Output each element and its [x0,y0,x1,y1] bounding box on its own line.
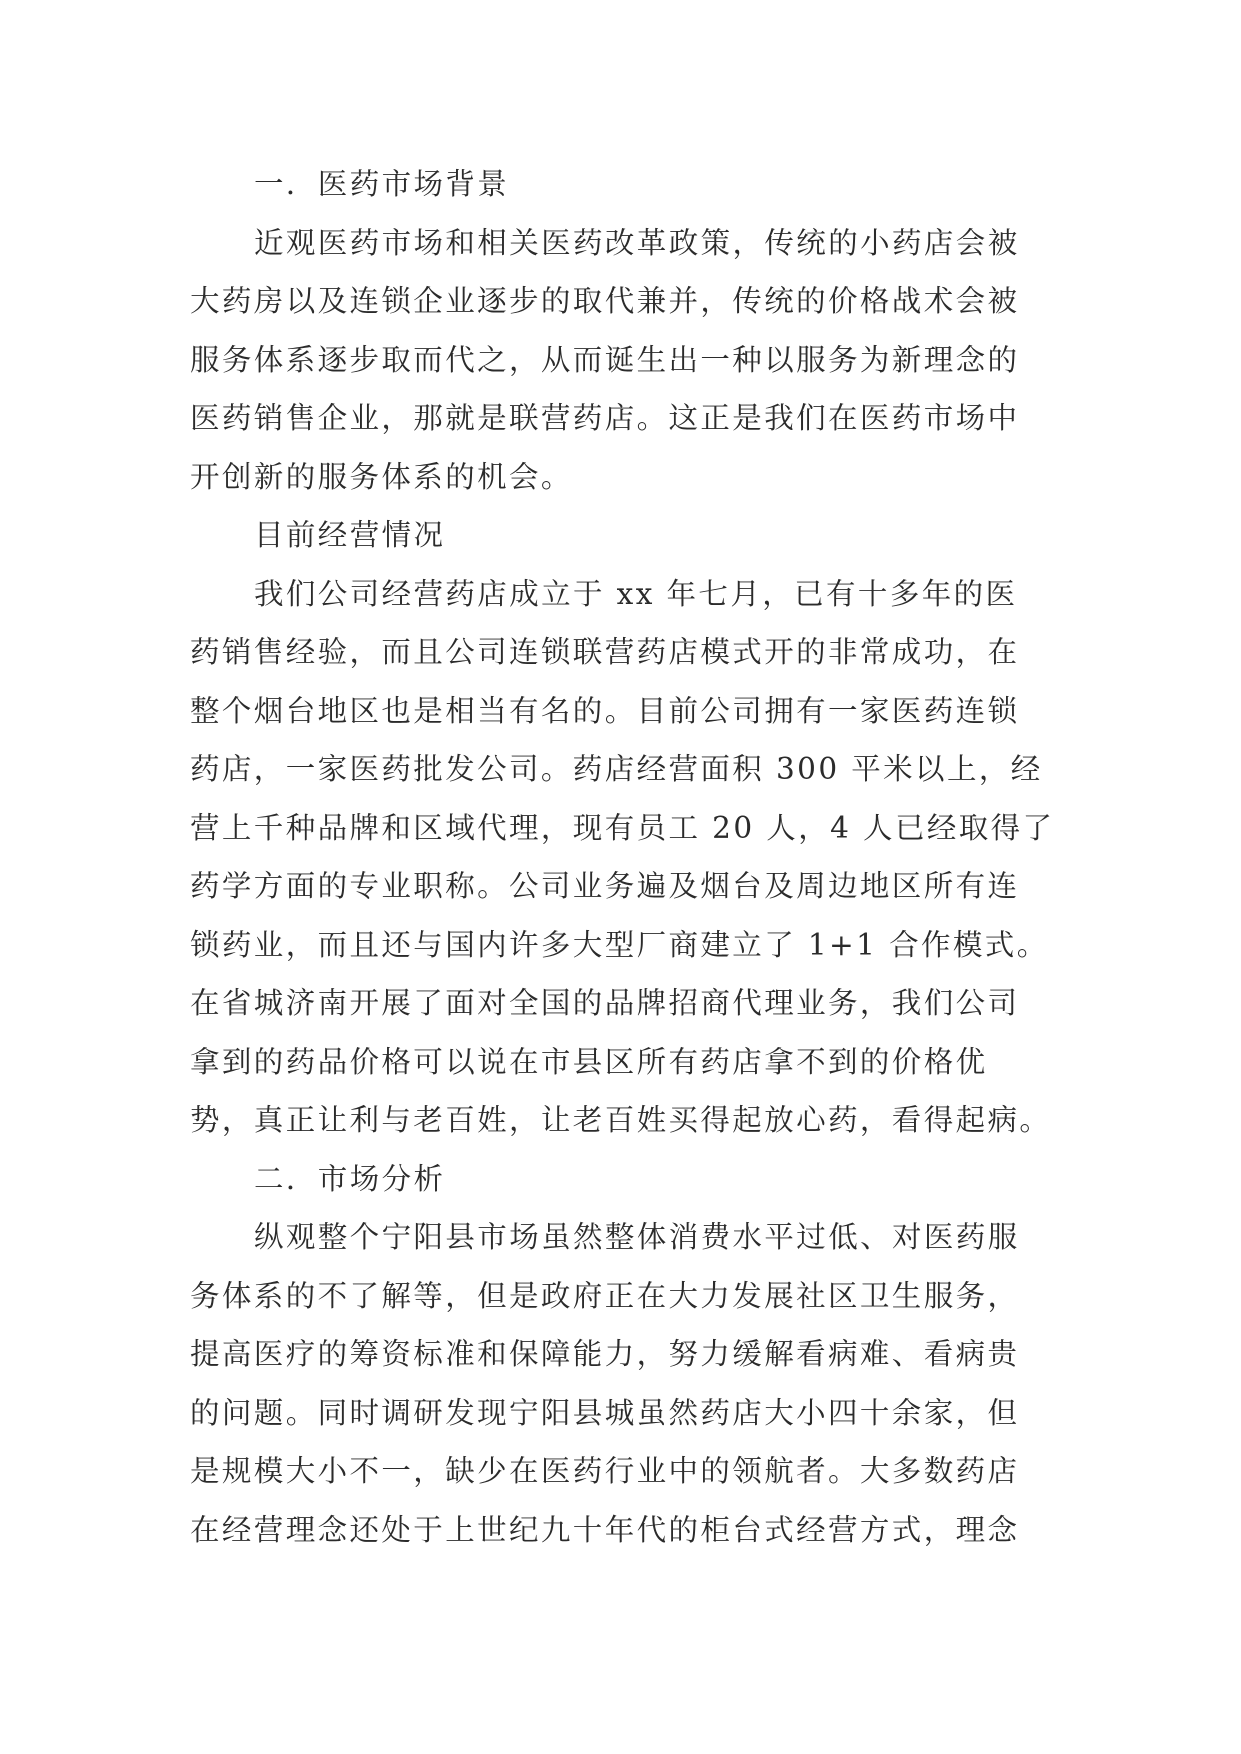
paragraph-line: 在省城济南开展了面对全国的品牌招商代理业务，我们公司 [190,986,1020,1020]
paragraph-line: 的问题。同时调研发现宁阳县城虽然药店大小四十余家，但 [190,1395,1020,1430]
paragraph-line: 我们公司经营药店成立于 xx 年七月，已有十多年的医 [254,576,1018,611]
section-heading-market-analysis: 二．市场分析 [254,1161,446,1196]
section-heading-current-operation: 目前经营情况 [254,518,446,552]
paragraph-line: 药学方面的专业职称。公司业务遍及烟台及周边地区所有连 [190,869,1020,903]
section-heading-market-background: 一．医药市场背景 [254,167,510,201]
paragraph-line: 拿到的药品价格可以说在市县区所有药店拿不到的价格优 [190,1044,988,1079]
paragraph-line: 医药销售企业，那就是联营药店。这正是我们在医药市场中 [190,401,1020,435]
paragraph-line: 药店，一家医药批发公司。药店经营面积 300 平米以上，经 [190,752,1043,786]
document-body [190,155,1055,1559]
paragraph-line: 务体系的不了解等，但是政府正在大力发展社区卫生服务， [190,1278,1020,1313]
paragraph-line: 纵观整个宁阳县市场虽然整体消费水平过低、对医药服 [254,1220,1020,1254]
paragraph-line: 锁药业，而且还与国内许多大型厂商建立了 1+1 合作模式。 [190,927,1049,962]
paragraph-line: 开创新的服务体系的机会。 [190,459,573,494]
paragraph-line: 在经营理念还处于上世纪九十年代的柜台式经营方式，理念 [190,1512,1020,1547]
paragraph-line: 提高医疗的筹资标准和保障能力，努力缓解看病难、看病贵 [190,1337,1020,1371]
paragraph-line: 近观医药市场和相关医药改革政策，传统的小药店会被 [254,225,1020,260]
paragraph-line: 大药房以及连锁企业逐步的取代兼并，传统的价格战术会被 [190,284,1020,318]
paragraph-line: 是规模大小不一，缺少在医药行业中的领航者。大多数药店 [190,1454,1020,1488]
paragraph-line: 药销售经验，而且公司连锁联营药店模式开的非常成功，在 [190,635,1020,669]
paragraph-line: 营上千种品牌和区域代理，现有员工 20 人，4 人已经取得了 [190,810,1055,845]
paragraph-line: 势，真正让利与老百姓，让老百姓买得起放心药，看得起病。 [190,1103,1052,1137]
paragraph-line: 整个烟台地区也是相当有名的。目前公司拥有一家医药连锁 [190,693,1020,728]
paragraph-line: 服务体系逐步取而代之，从而诞生出一种以服务为新理念的 [190,342,1020,377]
